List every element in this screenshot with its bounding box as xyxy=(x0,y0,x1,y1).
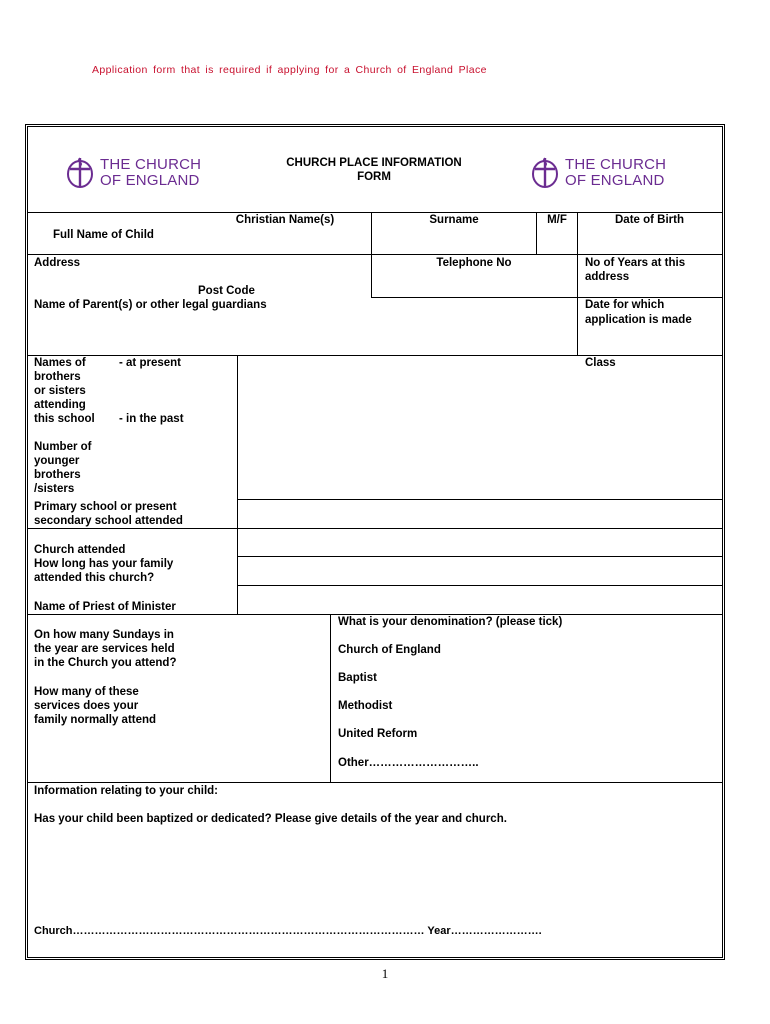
siblings-label-2: brothers xyxy=(34,371,81,383)
info-child-label: Information relating to your child: xyxy=(34,785,218,797)
denomination-option[interactable]: United Reform xyxy=(338,728,418,740)
siblings-label-4: attending xyxy=(34,399,86,411)
younger-label-4: /sisters xyxy=(34,483,75,495)
rule xyxy=(371,297,722,298)
christian-names-label: Christian Name(s) xyxy=(235,214,335,226)
date-application-label-2: application is made xyxy=(585,314,692,326)
siblings-label-1: Names of xyxy=(34,357,86,369)
church-logo-right xyxy=(531,156,666,190)
years-address-label-1: No of Years at this xyxy=(585,257,686,269)
church-year-line[interactable]: Church…………………………………………………………………………………… Year……………………. xyxy=(34,925,542,937)
church-logo-left xyxy=(66,156,201,190)
siblings-label-5: this school xyxy=(34,413,95,425)
primary-school-label-1: Primary school or present xyxy=(34,501,177,513)
address-label: Address xyxy=(34,257,81,269)
telephone-label: Telephone No xyxy=(436,257,512,269)
sundays-label-1: On how many Sundays in xyxy=(34,629,174,641)
post-code-label: Post Code xyxy=(198,285,255,297)
siblings-label-3: or sisters xyxy=(34,385,86,397)
church-attended-label: Church attended xyxy=(34,544,126,556)
baptized-question: Has your child been baptized or dedicated? Please give details of the year and church. xyxy=(34,813,507,825)
primary-school-label-2: secondary school attended xyxy=(34,515,183,527)
surname-label: Surname xyxy=(429,214,479,226)
rule xyxy=(237,556,722,557)
mf-label: M/F xyxy=(547,214,567,226)
church-cross-icon xyxy=(66,156,94,190)
rule xyxy=(577,212,578,355)
rule xyxy=(27,528,722,529)
page-number: 1 xyxy=(381,966,389,981)
logo-line-1: THE CHURCH xyxy=(565,156,667,173)
rule xyxy=(27,254,722,255)
how-long-label-2: attended this church? xyxy=(34,572,155,584)
denomination-option[interactable]: Methodist xyxy=(338,700,393,712)
rule xyxy=(237,355,238,614)
class-label: Class xyxy=(585,357,616,369)
services-label-3: family normally attend xyxy=(34,714,157,726)
at-present-label: - at present xyxy=(119,357,181,369)
younger-label-2: younger xyxy=(34,455,80,467)
rule xyxy=(237,499,722,500)
years-address-label-2: address xyxy=(585,271,630,283)
denomination-option[interactable]: Other……………………….. xyxy=(338,757,479,769)
rule xyxy=(27,782,722,783)
younger-label-1: Number of xyxy=(34,441,92,453)
form-frame xyxy=(27,126,723,958)
in-past-label: - in the past xyxy=(119,413,184,425)
full-name-label: Full Name of Child xyxy=(53,229,154,241)
parents-label: Name of Parent(s) or other legal guardians xyxy=(34,299,267,311)
how-long-label-1: How long has your family xyxy=(34,558,174,570)
denomination-label: What is your denomination? (please tick) xyxy=(338,616,563,628)
services-label-2: services does your xyxy=(34,700,139,712)
logo-line-2: OF ENGLAND xyxy=(100,172,200,189)
denomination-option[interactable]: Baptist xyxy=(338,672,377,684)
form-title-line-1: CHURCH PLACE INFORMATION xyxy=(286,157,462,169)
sundays-label-2: the year are services held xyxy=(34,643,175,655)
logo-line-1: THE CHURCH xyxy=(100,156,202,173)
form-notice: Application form that is required if applying for a Church of England Place xyxy=(92,64,487,76)
sundays-label-3: in the Church you attend? xyxy=(34,657,177,669)
younger-label-3: brothers xyxy=(34,469,81,481)
rule xyxy=(330,614,331,782)
date-application-label-1: Date for which xyxy=(585,299,665,311)
dob-label: Date of Birth xyxy=(615,214,684,226)
form-title-line-2: FORM xyxy=(357,171,391,183)
rule xyxy=(237,585,722,586)
priest-label: Name of Priest of Minister xyxy=(34,601,176,613)
church-cross-icon xyxy=(531,156,559,190)
logo-line-2: OF ENGLAND xyxy=(565,172,665,189)
services-label-1: How many of these xyxy=(34,686,139,698)
denomination-option[interactable]: Church of England xyxy=(338,644,441,656)
